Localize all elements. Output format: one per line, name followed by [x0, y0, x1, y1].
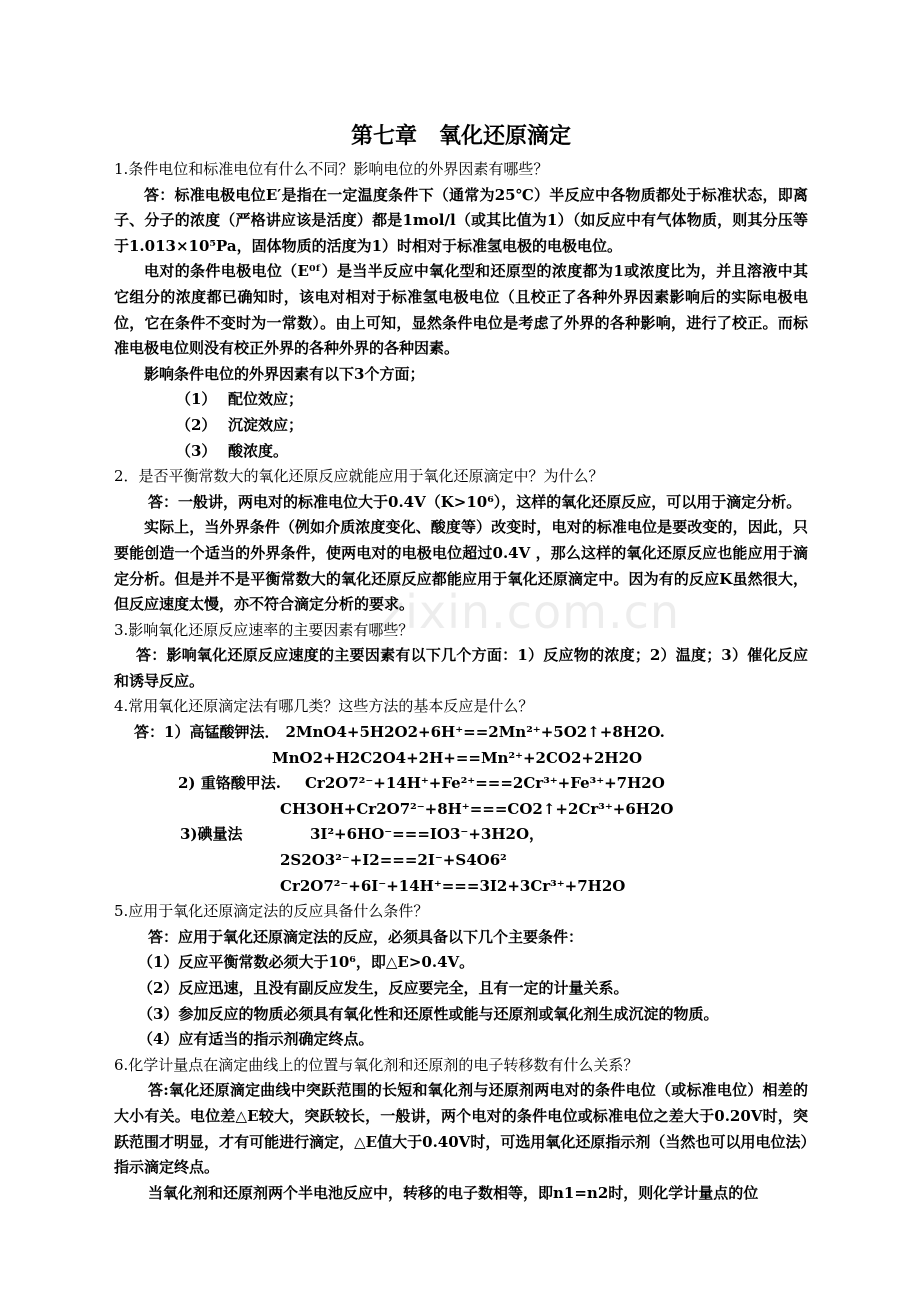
equation: MnO2+H2C2O4+2H+==Mn²⁺+2CO2+2H2O — [272, 748, 643, 767]
answer-paragraph: 答：应用于氧化还原滴定法的反应，必须具备以下几个主要条件： — [148, 927, 584, 946]
answer-paragraph: 当氧化剂和还原剂两个半电池反应中，转移的电子数相等，即n1=n2时，则化学计量点的位 — [148, 1183, 759, 1202]
list-text: 配位效应； — [228, 390, 304, 409]
method-row — [114, 771, 808, 797]
method-row — [114, 822, 808, 848]
condition-item: （3）参加反应的物质必须具有氧化性和还原性或能与还原剂或氧化剂生成沉淀的物质。 — [138, 1004, 719, 1023]
equation: 3I²+6HO⁻===IO3⁻+3H2O， — [310, 825, 545, 844]
document-body — [114, 118, 808, 1206]
equation: 2MnO4+5H2O2+6H⁺==2Mn²⁺+5O2↑+8H2O. — [285, 723, 665, 742]
answer-paragraph: 答：标准电极电位E′是指在一定温度条件下（通常为25℃）半反应中各物质都处于标准状态，即离子、分子的浓度（严格讲应该是活度）都是1mol/l（或其比值为1）（如反应中有气体物质，则其分压等于1.013×10⁵Pa，固体物质的活度为1）时相对于标准氢电极的电极电位。 — [114, 185, 808, 255]
question-text: 3.影响氧化还原反应速率的主要因素有哪些？ — [114, 620, 414, 639]
question-3 — [114, 618, 808, 695]
equation: CH3OH+Cr2O7²⁻+8H⁺===CO2↑+2Cr³⁺+6H2O — [280, 799, 674, 818]
question-text: 1.条件电位和标准电位有什么不同？影响电位的外界因素有哪些？ — [114, 160, 549, 178]
list-item — [114, 413, 808, 439]
condition-item: （1）反应平衡常数必须大于10⁶，即△E>0.4V。 — [138, 953, 475, 972]
question-text: 4.常用氧化还原滴定法有哪几类？这些方法的基本反应是什么？ — [114, 697, 534, 716]
question-text: 5.应用于氧化还原滴定法的反应具备什么条件？ — [114, 902, 429, 921]
method-label: 3)碘量法 — [180, 825, 243, 844]
answer-paragraph: 答:氧化还原滴定曲线中突跃范围的长短和氧化剂与还原剂两电对的条件电位（或标准电位）相差的大小有关。电位差△E较大，突跃较长，一般讲，两个电对的条件电位或标准电位之差大于0.20V时，突跃范围才明显，才有可能进行滴定，△E值大于0.40V时，可选用氧化还原指示剂（当然也可以用电位法）指示滴定终点。 — [114, 1081, 808, 1177]
method-label: 2) 重铬酸甲法. — [178, 774, 281, 793]
list-item — [114, 387, 808, 413]
answer-paragraph: 电对的条件电极电位（E⁰ᶠ）是当半反应中氧化型和还原型的浓度都为1或浓度比为，并且溶液中其它组分的浓度都已确知时，该电对相对于标准氢电极电位（且校正了各种外界因素影响后的实际电极电位，它在条件不变时为一常数）。由上可知，显然条件电位是考虑了外界的各种影响，进行了校正。而标准电极电位则没有校正外界的各种外界的各种因素。 — [114, 262, 808, 358]
list-text: 沉淀效应； — [228, 415, 304, 434]
list-number: （2） — [176, 415, 217, 434]
list-item — [114, 439, 808, 465]
equation: Cr2O7²⁻+14H⁺+Fe²⁺===2Cr³⁺+Fe³⁺+7H2O — [304, 774, 665, 793]
question-2 — [114, 464, 808, 618]
watermark: zixin.com.cn — [380, 585, 681, 639]
answer-paragraph: 实际上，当外界条件（例如介质浓度变化、酸度等）改变时，电对的标准电位是要改变的，因此，只要能创造一个适当的外界条件，使两电对的电极电位超过0.4V ，那么这样的氧化还原反应也能应用于滴定分析。但是并不是平衡常数大的氧化还原反应都能应用于氧化还原滴定中。因为有的反应K虽然很大，但反应速度太慢，亦不符合滴定分析的要求。 — [114, 518, 808, 614]
list-number: （1） — [176, 390, 217, 409]
question-6 — [114, 1053, 808, 1207]
method-label: 1）高锰酸钾法． — [164, 723, 280, 742]
answer-label: 答： — [134, 723, 165, 742]
answer-paragraph: 答：一般讲，两电对的标准电位大于0.4V（K>10⁶），这样的氧化还原反应，可以用于滴定分析。 — [148, 492, 802, 511]
answer-paragraph: 影响条件电位的外界因素有以下3个方面； — [144, 364, 425, 383]
condition-item: （2）反应迅速，且没有副反应发生，反应要完全，且有一定的计量关系。 — [138, 979, 629, 997]
question-1 — [114, 157, 808, 464]
condition-item: （4）应有适当的指示剂确定终点。 — [138, 1030, 374, 1049]
list-number: （3） — [176, 441, 217, 460]
question-4 — [114, 694, 808, 899]
method-row — [114, 720, 808, 746]
equation: Cr2O7²⁻+6I⁻+14H⁺===3I2+3Cr³⁺+7H2O — [280, 876, 626, 895]
question-text: 2．是否平衡常数大的氧化还原反应就能应用于氧化还原滴定中？为什么？ — [114, 467, 604, 486]
question-5 — [114, 899, 808, 1053]
chapter-title: 第七章 氧化还原滴定 — [350, 123, 571, 149]
answer-paragraph: 答：影响氧化还原反应速度的主要因素有以下几个方面：1）反应物的浓度；2）温度；3）催化反应和诱导反应。 — [114, 646, 808, 690]
equation: 2S2O3²⁻+I2===2I⁻+S4O6² — [280, 851, 507, 870]
question-text: 6.化学计量点在滴定曲线上的位置与氧化剂和还原剂的电子转移数有什么关系？ — [114, 1055, 639, 1074]
list-text: 酸浓度。 — [228, 441, 289, 460]
